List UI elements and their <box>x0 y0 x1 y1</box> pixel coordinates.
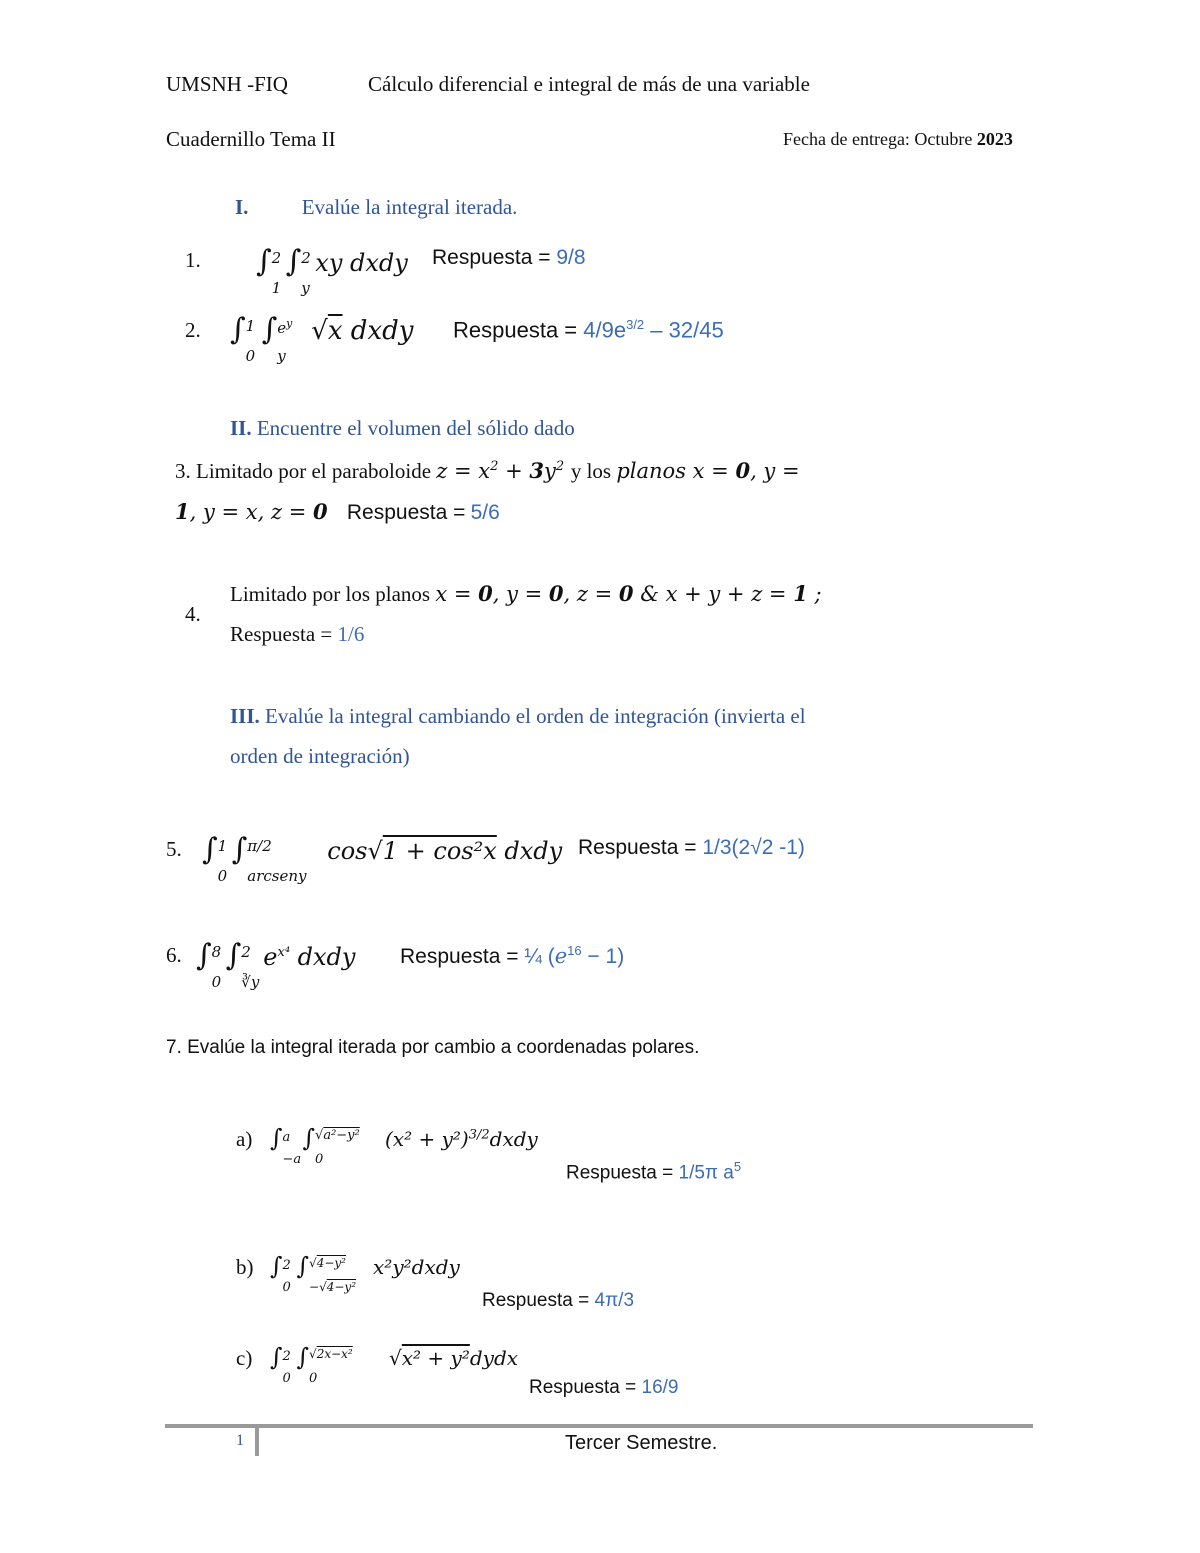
answer-label: Respuesta = <box>529 1377 637 1398</box>
answer-value: 4π/3 <box>594 1290 635 1311</box>
problem-2-answer <box>453 317 724 343</box>
section-3-title: Evalúe la integral cambiando el orden de integración (invierta el <box>265 704 806 728</box>
answer-value-a: 4/9e <box>583 317 627 343</box>
answer-exponent: 5 <box>733 1159 742 1174</box>
answer-value: 1/6 <box>337 622 365 646</box>
problem-7c-integral: ∫ 2 0 ∫ √2x−x² 0 √x² + y²dydx <box>270 1343 519 1386</box>
problem-6-number: 6. <box>166 943 182 967</box>
section-3-title-cont: orden de integración) <box>230 744 410 768</box>
problem-7a-label: a) <box>236 1127 253 1151</box>
answer-exponent: 3/2 <box>626 317 645 332</box>
header-booklet: Cuadernillo Tema II <box>166 127 336 151</box>
answer-label: Respuesta = <box>432 246 551 269</box>
page-number: 1 <box>236 1432 244 1449</box>
problem-2-number: 2. <box>185 318 201 342</box>
problem-5-integral: ∫ 1 0 ∫ π/2 arcseny cos√1 + cos²x dxdy <box>202 832 563 885</box>
answer-value-b: e <box>554 944 568 968</box>
section-2-numeral: II. <box>230 416 252 440</box>
problem-3-text-a: 3. Limitado por el paraboloide <box>175 459 432 483</box>
due-year: 2023 <box>976 129 1013 149</box>
answer-exponent: 16 <box>567 943 582 958</box>
due-label: Fecha de entrega: Octubre <box>783 129 973 149</box>
problem-7-text: 7. Evalúe la integral iterada por cambio a coordenadas polares. <box>166 1037 700 1058</box>
problem-7c-label: c) <box>236 1346 253 1370</box>
answer-value-a: 1/5π a <box>678 1162 734 1184</box>
problem-1-integral: ∫ 2 1 ∫ 2 y xy dxdy <box>256 244 408 297</box>
problem-7c-answer <box>529 1377 678 1399</box>
answer-label: Respuesta = <box>566 1162 674 1184</box>
problem-6-integral: ∫ 8 0 ∫ 2 ∛y $e^{x^4}$ dxdy <box>196 938 356 991</box>
problem-3-text-b: y los <box>570 459 612 483</box>
answer-value: 1/3(2√2 -1) <box>702 836 805 859</box>
answer-value: 16/9 <box>641 1377 679 1398</box>
problem-5-answer <box>578 836 805 860</box>
problem-2-integral: ∫ 1 0 ∫ $e^y$ y √x dxdy <box>230 312 414 365</box>
problem-7b-integral: ∫ 2 0 ∫ √4−y² −√4−y² x²y²dxdy <box>270 1252 460 1295</box>
header-institution: UMSNH -FIQ <box>166 72 288 96</box>
problem-7a-answer <box>566 1159 741 1184</box>
answer-value-a: ¼ ( <box>524 945 555 968</box>
problem-7b-label: b) <box>236 1255 254 1279</box>
section-3-numeral: III. <box>230 704 260 728</box>
footer-rule <box>165 1424 1033 1428</box>
section-3-heading <box>230 704 806 729</box>
problem-4-line-2 <box>230 622 364 647</box>
header-due-date <box>783 129 1013 150</box>
section-2-title: Encuentre el volumen del sólido dado <box>256 416 575 440</box>
section-1-numeral: I. <box>235 195 249 219</box>
section-1-title: Evalúe la integral iterada. <box>301 195 518 219</box>
answer-label: Respuesta = <box>578 836 697 859</box>
problem-5-number: 5. <box>166 837 182 861</box>
problem-4-text: Limitado por los planos <box>230 582 431 606</box>
answer-value: 9/8 <box>556 246 586 269</box>
answer-value-b: – 32/45 <box>644 317 724 343</box>
problem-4-line-1: Limitado por los planos x = 0, y = 0, z = 0 & x + y + z = 1 ; <box>230 581 822 606</box>
problem-1-answer <box>432 246 586 270</box>
answer-label: Respuesta = <box>346 501 466 524</box>
footer-separator <box>255 1428 259 1456</box>
problem-3-line-2: 1, y = x, z = 0 Respuesta = 5/6 <box>175 499 500 524</box>
answer-label: Respuesta = <box>230 622 333 646</box>
answer-label: Respuesta = <box>482 1290 590 1311</box>
header-course: Cálculo diferencial e integral de más de una variable <box>368 72 810 96</box>
problem-7b-answer <box>482 1290 634 1312</box>
answer-label: Respuesta = <box>453 317 578 343</box>
answer-value: 5/6 <box>470 501 500 524</box>
answer-label: Respuesta = <box>400 945 519 968</box>
section-2-heading <box>230 416 575 441</box>
problem-7a-integral: ∫ a −a ∫ √a²−y² 0 $(x^2 + y^2)^{3/2}dxdy$ <box>270 1124 538 1167</box>
problem-3-line-1: 3. Limitado por el paraboloide $z = x^2 + 3y^2$ y los planos x = 0, y = <box>175 458 800 483</box>
answer-value-c: − 1) <box>581 945 625 968</box>
section-1-heading <box>235 195 517 220</box>
problem-1-number: 1. <box>185 248 201 272</box>
problem-4-number: 4. <box>185 602 201 626</box>
footer-semester: Tercer Semestre. <box>565 1432 718 1454</box>
problem-6-answer <box>400 943 624 969</box>
